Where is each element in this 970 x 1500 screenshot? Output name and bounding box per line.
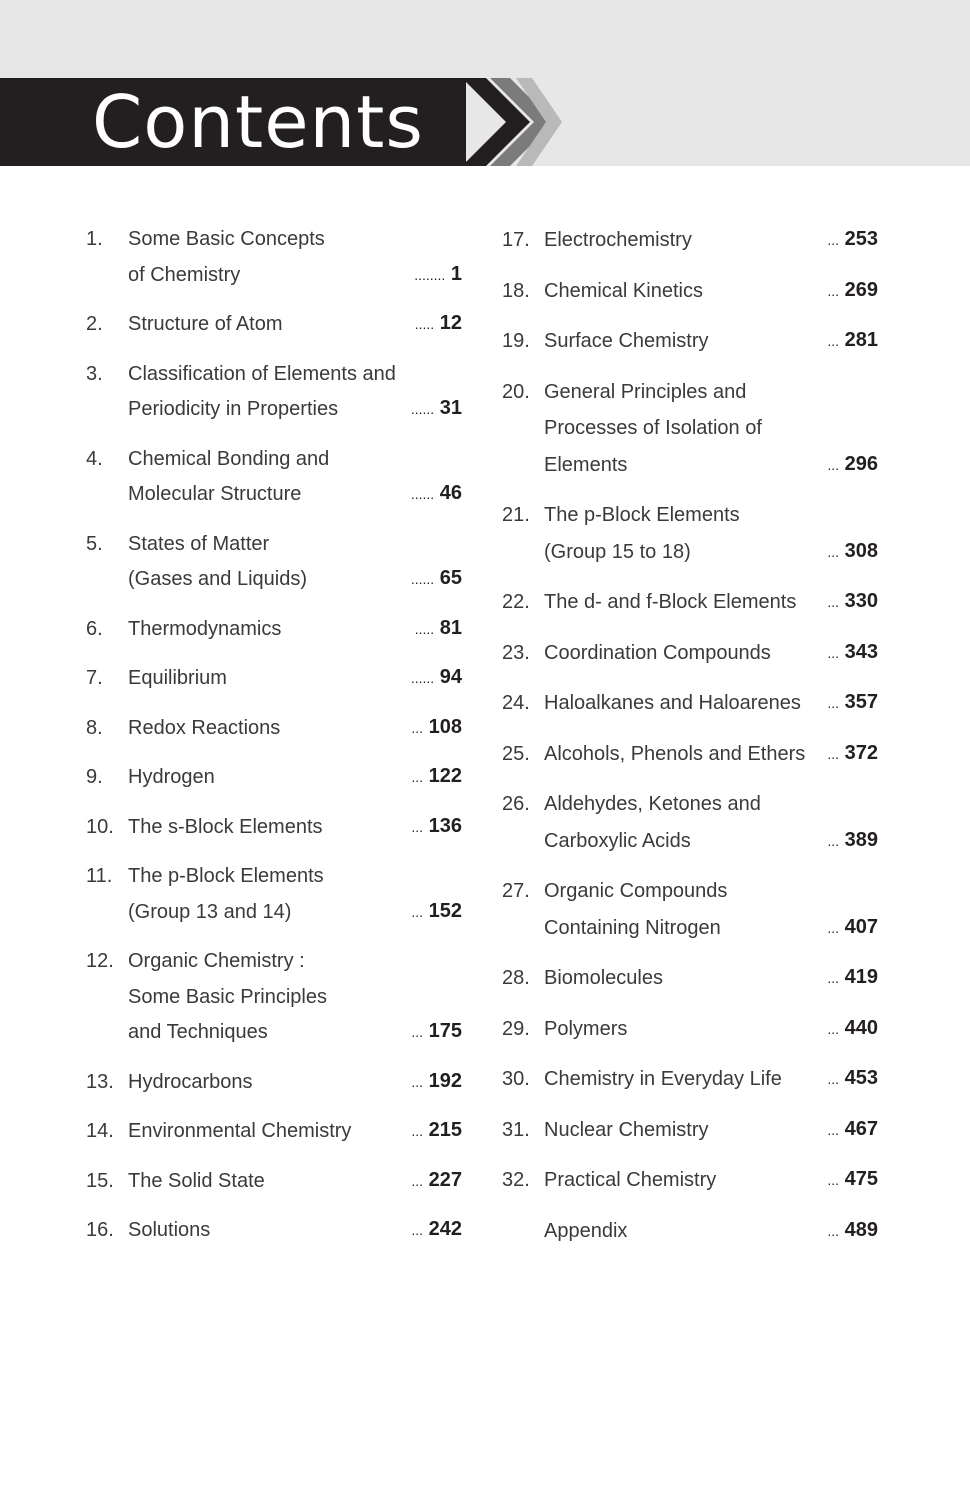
entry-number: 24.: [502, 692, 530, 714]
toc-entry[interactable]: [502, 1162, 878, 1199]
leader-dots: ...: [411, 719, 424, 736]
entry-number: 27.: [502, 880, 530, 902]
page-number: [827, 583, 878, 621]
page-number-value: 136: [428, 814, 462, 837]
entry-title-line: The p-Block Elements: [128, 865, 324, 887]
entry-title-line: Periodicity in Properties: [128, 398, 339, 420]
leader-dots: ......: [410, 571, 435, 587]
page-number-value: 253: [844, 228, 878, 250]
page-title: Contents: [92, 80, 424, 164]
entry-number: 3.: [86, 362, 103, 385]
entry-title-line: Coordination Compounds: [544, 641, 771, 664]
page-number-value: 65: [439, 567, 462, 589]
entry-title-line: and Techniques: [128, 1021, 268, 1043]
entry-number: 8.: [86, 716, 103, 739]
page-number: [411, 660, 462, 697]
leader-dots: ...: [827, 745, 840, 762]
page-number: [411, 710, 462, 747]
page-number-value: 343: [844, 640, 878, 663]
page-number-value: 269: [844, 278, 878, 301]
leader-dots: ...: [411, 818, 424, 835]
page-number-value: 1: [450, 262, 462, 285]
page-number: [411, 894, 462, 931]
entry-title-line: Biomolecules: [544, 967, 663, 989]
entry-title-line: The p-Block Elements: [544, 504, 740, 526]
page-number: [827, 322, 878, 360]
entry-title-line: Organic Chemistry :: [128, 950, 305, 972]
entry-number: 20.: [502, 380, 530, 403]
entry-number: 13.: [86, 1070, 114, 1093]
leader-dots: ...: [827, 333, 840, 349]
entry-title-line: The Solid State: [128, 1169, 265, 1192]
page-number: [827, 533, 878, 571]
entry-title-line: Thermodynamics: [128, 617, 282, 640]
leader-dots: ...: [411, 1222, 424, 1238]
page-number: [827, 1161, 878, 1199]
entry-title-line: Nuclear Chemistry: [544, 1118, 709, 1141]
entry-title-line: Processes of Isolation of: [544, 417, 762, 439]
page-number-value: 152: [428, 899, 462, 922]
entry-title-line: Elements: [544, 453, 628, 476]
leader-dots: ...: [411, 1123, 424, 1139]
page-number: [415, 611, 462, 648]
leader-dots: ...: [827, 594, 840, 610]
toc-entry[interactable]: [86, 222, 462, 293]
page-number-value: 215: [428, 1119, 462, 1141]
entry-number: 23.: [502, 641, 530, 664]
leader-dots: ...: [411, 1172, 424, 1189]
entry-title-line: Some Basic Principles: [128, 985, 327, 1008]
entry-number: 4.: [86, 447, 103, 470]
leader-dots: ...: [827, 1222, 840, 1239]
page-number-value: 31: [439, 397, 462, 419]
contents-right-column: [502, 222, 878, 1263]
entry-number: 32.: [502, 1169, 530, 1191]
entry-title-line: Some Basic Concepts: [128, 228, 325, 250]
toc-entry[interactable]: [86, 1213, 462, 1249]
page-number-value: 453: [844, 1067, 878, 1089]
page-number: [415, 306, 462, 343]
entry-title-line: Chemical Bonding and: [128, 447, 330, 470]
page-number: [827, 822, 878, 860]
toc-entry[interactable]: [86, 711, 462, 747]
page-number: [827, 446, 878, 484]
entry-number: 28.: [502, 967, 530, 989]
entry-number: 19.: [502, 330, 530, 352]
leader-dots: ......: [410, 486, 435, 502]
entry-title-line: The d- and f-Block Elements: [544, 591, 797, 613]
entry-title-line: (Group 15 to 18): [544, 540, 691, 563]
page-number-value: 94: [439, 666, 462, 688]
page-number: [411, 391, 462, 428]
entry-title-line: States of Matter: [128, 532, 270, 555]
page-number-value: 330: [844, 590, 878, 612]
toc-entry[interactable]: [502, 222, 878, 259]
leader-dots: ...: [827, 919, 840, 936]
entry-title: [128, 307, 462, 343]
toc-entry[interactable]: [502, 960, 878, 997]
page-number: [411, 1014, 462, 1051]
page-number-value: 475: [844, 1168, 878, 1190]
toc-entry[interactable]: [86, 1164, 462, 1200]
leader-dots: .....: [414, 620, 435, 637]
toc-entry[interactable]: [86, 612, 462, 648]
leader-dots: ...: [827, 282, 840, 299]
entry-title-line: The s-Block Elements: [128, 815, 323, 838]
page-number-value: 440: [844, 1016, 878, 1039]
toc-entry[interactable]: [502, 497, 878, 570]
page-number-value: 372: [844, 741, 878, 764]
page-number: [827, 1111, 878, 1149]
entry-title: [128, 222, 462, 293]
entry-number: 9.: [86, 766, 103, 788]
entry-number: 21.: [502, 504, 530, 526]
entry-title-line: Classification of Elements and: [128, 362, 396, 385]
entry-number: 6.: [86, 617, 103, 640]
entry-number: 30.: [502, 1068, 530, 1090]
toc-entry[interactable]: [86, 859, 462, 930]
entry-number: 16.: [86, 1219, 114, 1241]
toc-entry[interactable]: [502, 1112, 878, 1149]
page-number-value: 308: [844, 539, 878, 562]
toc-entry[interactable]: [502, 786, 878, 859]
entry-title-line: (Gases and Liquids): [128, 568, 307, 590]
page-number: [411, 1163, 462, 1200]
entry-number: 2.: [86, 313, 103, 335]
page-number: [827, 959, 878, 997]
entry-number: 17.: [502, 229, 530, 251]
entry-number: 26.: [502, 793, 530, 815]
leader-dots: ...: [411, 903, 424, 920]
entry-number: 7.: [86, 667, 103, 689]
entry-title-line: Containing Nitrogen: [544, 916, 721, 939]
leader-dots: ...: [827, 970, 840, 986]
toc-entry[interactable]: [502, 635, 878, 672]
entry-title-line: Environmental Chemistry: [128, 1120, 352, 1142]
leader-dots: ...: [827, 456, 840, 473]
page-number-value: 81: [439, 616, 462, 639]
page-number: [827, 1060, 878, 1098]
page-number: [827, 1010, 878, 1048]
leader-dots: ...: [827, 543, 840, 560]
leader-dots: ...: [411, 769, 424, 785]
entry-title-line: Polymers: [544, 1017, 628, 1040]
page-number-value: 46: [439, 482, 462, 504]
page-number: [827, 272, 878, 310]
page-number-value: 467: [844, 1117, 878, 1140]
page-number-value: 281: [844, 329, 878, 351]
leader-dots: ...: [827, 232, 840, 248]
page-number-value: 357: [844, 691, 878, 713]
entry-title-line: Hydrocarbons: [128, 1070, 253, 1093]
page-number: [827, 634, 878, 672]
toc-entry[interactable]: [86, 661, 462, 697]
toc-entry[interactable]: [502, 685, 878, 722]
leader-dots: ...: [827, 1071, 840, 1087]
entry-number: 12.: [86, 950, 114, 972]
leader-dots: ...: [411, 1024, 424, 1040]
page-number: [411, 809, 462, 846]
contents-left-column: [86, 222, 462, 1263]
toc-entry[interactable]: [86, 1114, 462, 1150]
page-number: [411, 1064, 462, 1101]
entry-title-line: Carboxylic Acids: [544, 829, 691, 852]
leader-dots: ...: [827, 1020, 840, 1037]
entry-number: 14.: [86, 1120, 114, 1142]
toc-entry[interactable]: [86, 307, 462, 343]
leader-dots: ......: [410, 401, 435, 417]
toc-entry[interactable]: [502, 873, 878, 946]
toc-entry[interactable]: [502, 374, 878, 484]
leader-dots: ...: [827, 644, 840, 661]
page-number-value: 108: [428, 715, 462, 738]
toc-entry[interactable]: [502, 323, 878, 360]
leader-dots: ........: [414, 266, 446, 283]
entry-title-line: of Chemistry: [128, 263, 241, 286]
entry-number: 22.: [502, 591, 530, 613]
toc-entry[interactable]: [86, 442, 462, 513]
toc-entry[interactable]: [86, 1065, 462, 1101]
toc-entry[interactable]: [86, 527, 462, 598]
entry-number: 11.: [86, 865, 113, 887]
entry-title-line: Solutions: [128, 1219, 211, 1241]
toc-entry[interactable]: [502, 273, 878, 310]
entry-number: 25.: [502, 742, 530, 765]
entry-number: 1.: [86, 228, 103, 250]
page-number: [827, 735, 878, 773]
page-number-value: 407: [844, 915, 878, 938]
page-number: [411, 759, 462, 796]
entry-title-line: Redox Reactions: [128, 716, 281, 739]
entry-title-line: Surface Chemistry: [544, 330, 709, 352]
page-number-value: 12: [439, 312, 462, 334]
page-number-value: 175: [428, 1020, 462, 1042]
entry-title-line: Alcohols, Phenols and Ethers: [544, 742, 806, 765]
entry-title-line: Chemical Kinetics: [544, 279, 703, 302]
entry-title-line: Appendix: [544, 1219, 628, 1242]
leader-dots: .....: [414, 316, 435, 332]
entry-number: 29.: [502, 1017, 530, 1040]
entry-number: 31.: [502, 1118, 530, 1141]
leader-dots: ...: [827, 695, 840, 711]
page-number: [827, 909, 878, 947]
page-number-value: 122: [428, 765, 462, 787]
page-number-value: 296: [844, 452, 878, 475]
page-number: [827, 221, 878, 259]
page-number-value: 192: [428, 1069, 462, 1092]
page-number-value: 242: [428, 1218, 462, 1240]
entry-title-line: (Group 13 and 14): [128, 900, 292, 923]
entry-number: 15.: [86, 1169, 114, 1192]
entry-title-line: Molecular Structure: [128, 483, 302, 505]
entry-title-line: Haloalkanes and Haloarenes: [544, 692, 801, 714]
page-number: [414, 257, 462, 294]
entry-title-line: Equilibrium: [128, 667, 227, 689]
entry-title-line: General Principles and: [544, 380, 747, 403]
page-number-value: 489: [844, 1218, 878, 1241]
toc-entry[interactable]: [86, 357, 462, 428]
entry-title-line: Organic Compounds: [544, 880, 728, 902]
entry-title-line: Aldehydes, Ketones and: [544, 793, 761, 815]
page-number: [411, 1113, 462, 1150]
entry-number: 18.: [502, 279, 530, 302]
leader-dots: ...: [827, 1121, 840, 1138]
toc-entry[interactable]: [86, 810, 462, 846]
toc-entry[interactable]: [86, 760, 462, 796]
page-number: [411, 561, 462, 598]
entry-number: 5.: [86, 532, 103, 555]
entry-title-line: Electrochemistry: [544, 229, 692, 251]
leader-dots: ...: [827, 1172, 840, 1188]
page-number-value: 389: [844, 828, 878, 851]
page-number-value: 227: [428, 1168, 462, 1191]
leader-dots: ...: [411, 1073, 424, 1090]
entry-title-line: Practical Chemistry: [544, 1169, 717, 1191]
leader-dots: ......: [410, 670, 435, 686]
toc-entry[interactable]: [502, 1213, 878, 1250]
toc-entry[interactable]: [502, 736, 878, 773]
page-number: [411, 476, 462, 513]
toc-entry[interactable]: [502, 1061, 878, 1098]
page-number: [827, 684, 878, 722]
page-number-value: 419: [844, 966, 878, 988]
toc-entry[interactable]: [86, 944, 462, 1051]
entry-title: [128, 612, 462, 648]
entry-title-line: Chemistry in Everyday Life: [544, 1068, 782, 1090]
page-number: [411, 1212, 462, 1249]
toc-entry[interactable]: [502, 1011, 878, 1048]
toc-entry[interactable]: [502, 584, 878, 621]
chevron-right-icon: [462, 78, 572, 166]
entry-number: 10.: [86, 815, 114, 838]
leader-dots: ...: [827, 832, 840, 849]
entry-title-line: Hydrogen: [128, 766, 215, 788]
page-number: [827, 1212, 878, 1250]
entry-title-line: Structure of Atom: [128, 313, 283, 335]
